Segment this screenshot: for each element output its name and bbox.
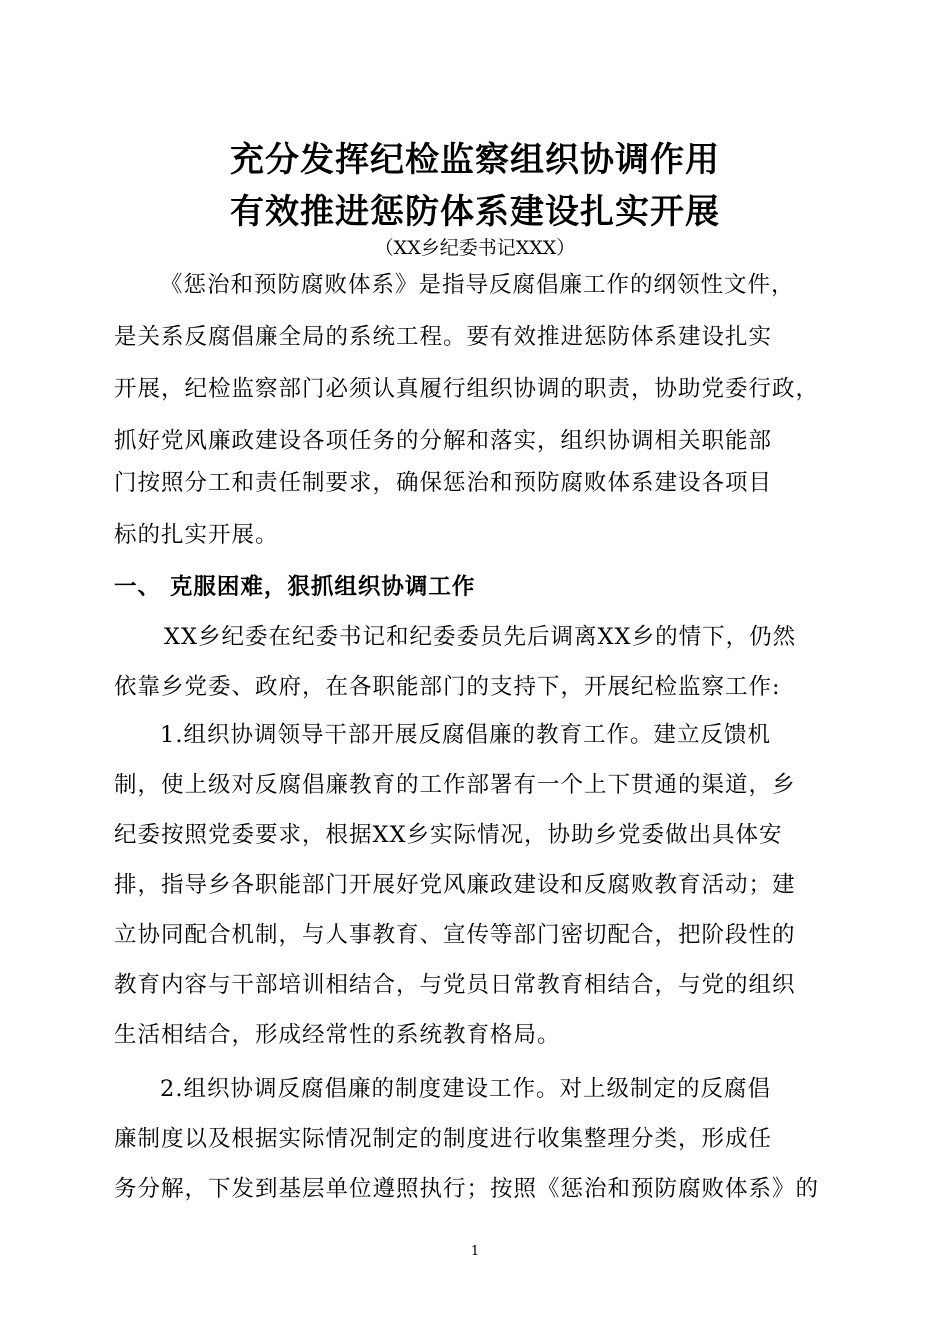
paragraph-line: 生活相结合，形成经常性的系统教育格局。 xyxy=(114,1022,561,1048)
paragraph-line: 标的扎实开展。 xyxy=(114,522,279,548)
paragraph-line: 教育内容与干部培训相结合，与党员日常教育相结合，与党的组织 xyxy=(114,972,796,998)
paragraph-line: 纪委按照党委要求，根据XX乡实际情况，协助乡党委做出具体安 xyxy=(114,822,783,848)
paragraph-line: 排，指导乡各职能部门开展好党风廉政建设和反腐败教育活动；建 xyxy=(114,872,796,898)
paragraph-line: 是关系反腐倡廉全局的系统工程。要有效推进惩防体系建设扎实 xyxy=(114,324,773,350)
paragraph-line: 1.组织协调领导干部开展反腐倡廉的教育工作。建立反馈机 xyxy=(160,722,771,748)
paragraph-line: 务分解，下发到基层单位遵照执行；按照《惩治和预防腐败体系》的 xyxy=(114,1176,820,1202)
paragraph-line: 立协同配合机制，与人事教育、宣传等部门密切配合，把阶段性的 xyxy=(114,922,796,948)
document-title-line-2: 有效推进惩防体系建设扎实开展 xyxy=(230,192,720,232)
paragraph-line: 2.组织协调反腐倡廉的制度建设工作。对上级制定的反腐倡 xyxy=(160,1076,771,1102)
paragraph-line: 制，使上级对反腐倡廉教育的工作部署有一个上下贯通的渠道，乡 xyxy=(114,772,796,798)
paragraph-line: 抓好党风廉政建设各项任务的分解和落实，组织协调相关职能部 xyxy=(114,428,773,454)
document-subtitle: （XX乡纪委书记XXX） xyxy=(374,237,576,259)
paragraph-line: 《惩治和预防腐败体系》是指导反腐倡廉工作的纲领性文件， xyxy=(160,272,795,298)
paragraph-line: XX乡纪委在纪委书记和纪委委员先后调离XX乡的情下，仍然 xyxy=(164,624,797,650)
document-title-line-1: 充分发挥纪检监察组织协调作用 xyxy=(230,140,720,180)
paragraph-line: 门按照分工和责任制要求，确保惩治和预防腐败体系建设各项目 xyxy=(114,470,773,496)
paragraph-line: 开展，纪检监察部门必须认真履行组织协调的职责，协助党委行政， xyxy=(114,376,820,402)
page-number: 1 xyxy=(470,1244,480,1259)
section-heading: 一、 克服困难，狠抓组织协调工作 xyxy=(114,574,476,600)
paragraph-line: 依靠乡党委、政府，在各职能部门的支持下，开展纪检监察工作: xyxy=(114,674,781,700)
paragraph-line: 廉制度以及根据实际情况制定的制度进行收集整理分类，形成任 xyxy=(114,1126,773,1152)
